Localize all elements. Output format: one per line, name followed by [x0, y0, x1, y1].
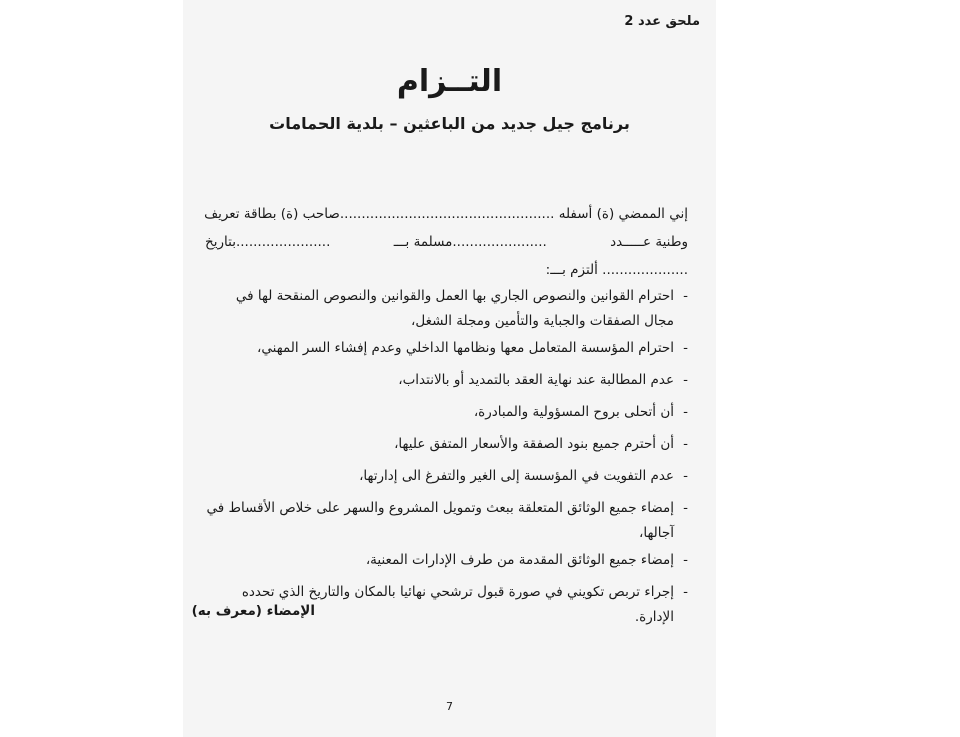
list-item: - إمضاء جميع الوثائق المتعلقة ببعث وتمويل المشروع والسهر على خلاص الأقساط في آجالها، — [206, 500, 688, 541]
declaration-id-label: صاحب (ة) بطاقة تعريف — [204, 206, 340, 222]
list-item: - إمضاء جميع الوثائق المقدمة من طرف الإدارات المعنية، — [365, 552, 688, 568]
document-title: التــزام — [396, 64, 503, 99]
pledge-intro: .................... ألتزم بـــ: — [545, 262, 688, 278]
list-item: - أن أتحلى بروح المسؤولية والمبادرة، — [473, 404, 688, 420]
list-item: - احترام القوانين والنصوص الجاري بها العمل والقوانين والنصوص المنقحة لها في مجال الصفقات والجباية والتأمين ومجلة الشغل، — [235, 288, 688, 329]
signature-label: الإمضاء (معرف به) — [191, 603, 315, 619]
page-number: 7 — [446, 700, 453, 713]
declaration-line-1 — [205, 200, 688, 228]
list-item: - أن أحترم جميع بنود الصفقة والأسعار المتفق عليها، — [394, 436, 688, 452]
list-item: - احترام المؤسسة المتعامل معها ونظامها الداخلي وعدم إفشاء السر المهني، — [257, 340, 688, 356]
document-subtitle: برنامج جيل جديد من الباعثين – بلدية الحمامات — [269, 114, 630, 133]
declaration-name-field: إني الممضي (ة) أسفله .................................................. — [339, 206, 688, 222]
declaration-line-2 — [205, 228, 688, 256]
list-item: - عدم المطالبة عند نهاية العقد بالتمديد أو بالانتداب، — [398, 372, 688, 388]
declaration-id-number: وطنية عـــــدد — [610, 234, 688, 250]
commitments-list — [205, 284, 688, 630]
list-item: - إجراء تربص تكويني في صورة قبول ترشحي نهائيا بالمكان والتاريخ الذي تحدده الإدارة. — [241, 584, 688, 625]
declaration-issued-date: ......................بتاريخ — [205, 234, 331, 250]
declaration-issued-by: ......................مسلمة بـــ — [393, 234, 547, 250]
declaration-block — [205, 200, 688, 632]
list-item: - عدم التفويت في المؤسسة إلى الغير والتفرغ الى إدارتها، — [359, 468, 688, 484]
annex-label: ملحق عدد 2 — [624, 14, 700, 29]
